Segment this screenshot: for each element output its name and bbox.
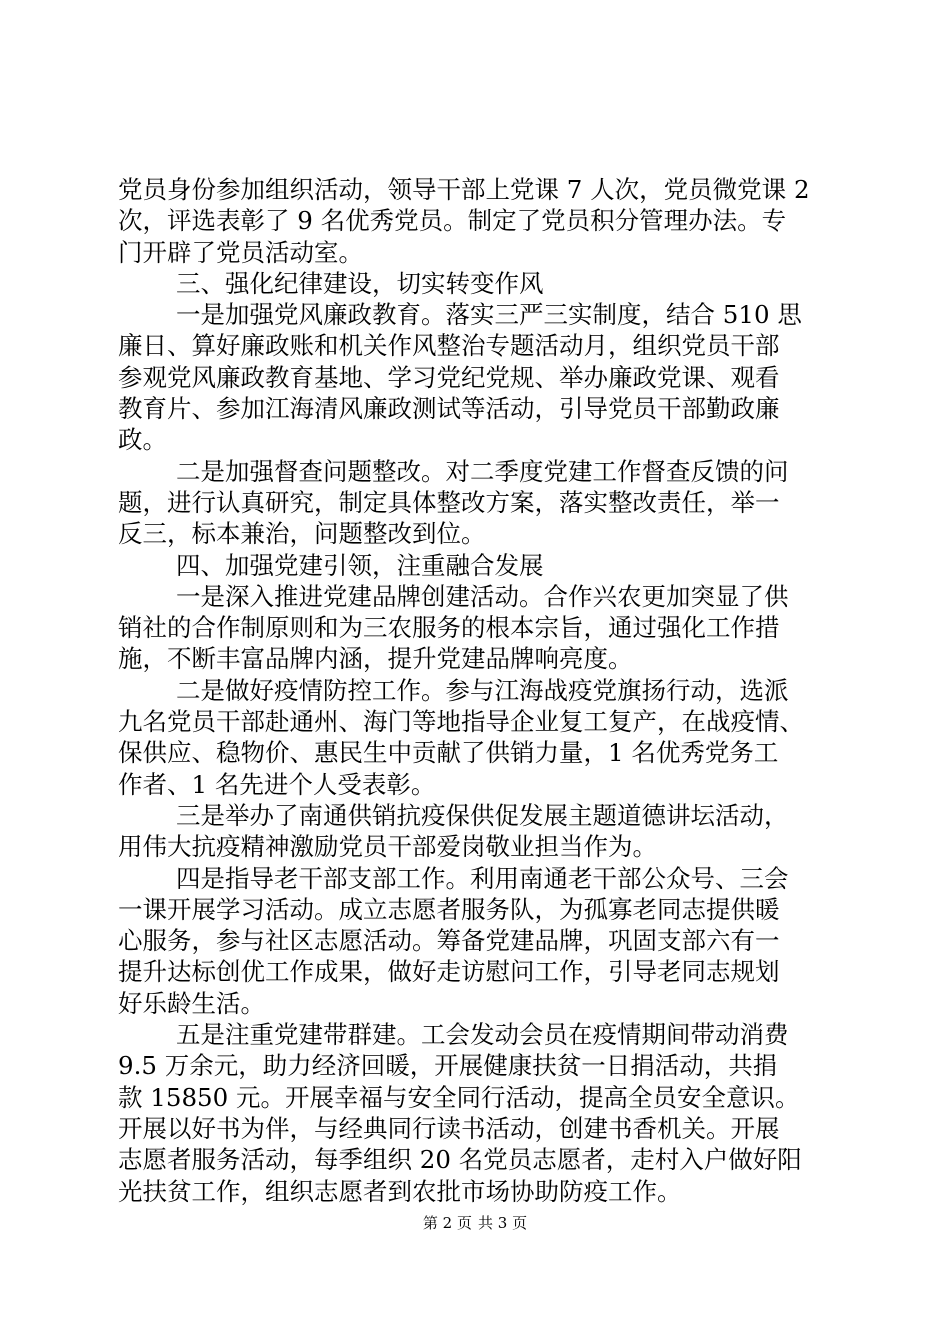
section-heading-3: 三、强化纪律建设，切实转变作风	[176, 268, 544, 298]
text-line-21: 三是举办了南通供销抗疫保供促发展主题道德讲坛活动，	[176, 800, 789, 830]
page-number: 第 2 页	[422, 1214, 472, 1232]
text-line-22: 用伟大抗疫精神激励党员干部爱岗敬业担当作为。	[118, 832, 657, 862]
text-line-16: 施，不断丰富品牌内涵，提升党建品牌响亮度。	[118, 644, 633, 674]
text-line-20: 作者、1 名先进个人受表彰。	[118, 769, 436, 799]
text-line-17: 二是做好疫情防控工作。参与江海战疫党旗扬行动，选派	[176, 675, 789, 705]
text-line-18: 九名党员干部赴通州、海门等地指导企业复工复产，在战疫情、	[118, 707, 804, 737]
text-line-32: 志愿者服务活动，每季组织 20 名党员志愿者，走村入户做好阳	[118, 1145, 802, 1175]
document-body	[118, 174, 830, 1207]
text-line-8: 教育片、参加江海清风廉政测试等活动，引导党员干部勤政廉	[118, 394, 780, 424]
section-heading-4: 四、加强党建引领，注重融合发展	[176, 550, 544, 580]
text-line-9: 政。	[118, 425, 167, 455]
text-line-10: 二是加强督查问题整改。对二季度党建工作督查反馈的问	[176, 456, 789, 486]
text-line-11: 题，进行认真研究，制定具体整改方案，落实整改责任，举一	[118, 487, 780, 517]
text-line-1: 党员身份参加组织活动，领导干部上党课 7 人次，党员微党课 2	[118, 175, 810, 204]
text-line-2: 次，评选表彰了 9 名优秀党员。制定了党员积分管理办法。专	[118, 206, 787, 236]
text-line-12: 反三，标本兼治，问题整改到位。	[118, 519, 486, 549]
text-line-33: 光扶贫工作，组织志愿者到农批市场协助防疫工作。	[118, 1176, 682, 1206]
text-line-19: 保供应、稳物价、惠民生中贡献了供销力量，1 名优秀党务工	[118, 738, 779, 768]
text-line-7: 参观党风廉政教育基地、学习党纪党规、举办廉政党课、观看	[118, 362, 780, 392]
text-line-6: 廉日、算好廉政账和机关作风整治专题活动月，组织党员干部	[118, 331, 780, 361]
text-line-30: 款 15850 元。开展幸福与安全同行活动，提高全员安全意识。	[118, 1082, 800, 1112]
text-line-28: 五是注重党建带群建。工会发动会员在疫情期间带动消费	[176, 1020, 789, 1050]
text-line-3: 门开辟了党员活动室。	[118, 237, 363, 267]
text-line-26: 提升达标创优工作成果，做好走访慰问工作，引导老同志规划	[118, 957, 780, 987]
page-footer	[0, 1213, 950, 1233]
text-line-5: 一是加强党风廉政教育。落实三严三实制度，结合 510 思	[176, 300, 802, 330]
text-line-29: 9.5 万余元，助力经济回暖，开展健康扶贫一日捐活动，共捐	[118, 1051, 778, 1081]
text-line-24: 一课开展学习活动。成立志愿者服务队，为孤寡老同志提供暖	[118, 894, 780, 924]
page-total: 共 3 页	[478, 1214, 528, 1232]
text-line-14: 一是深入推进党建品牌创建活动。合作兴农更加突显了供	[176, 581, 789, 611]
text-line-25: 心服务，参与社区志愿活动。筹备党建品牌，巩固支部六有一	[118, 926, 780, 956]
text-line-31: 开展以好书为伴，与经典同行读书活动，创建书香机关。开展	[118, 1113, 780, 1143]
text-line-15: 销社的合作制原则和为三农服务的根本宗旨，通过强化工作措	[118, 613, 780, 643]
text-line-27: 好乐龄生活。	[118, 988, 265, 1018]
text-line-23: 四是指导老干部支部工作。利用南通老干部公众号、三会	[176, 863, 789, 893]
